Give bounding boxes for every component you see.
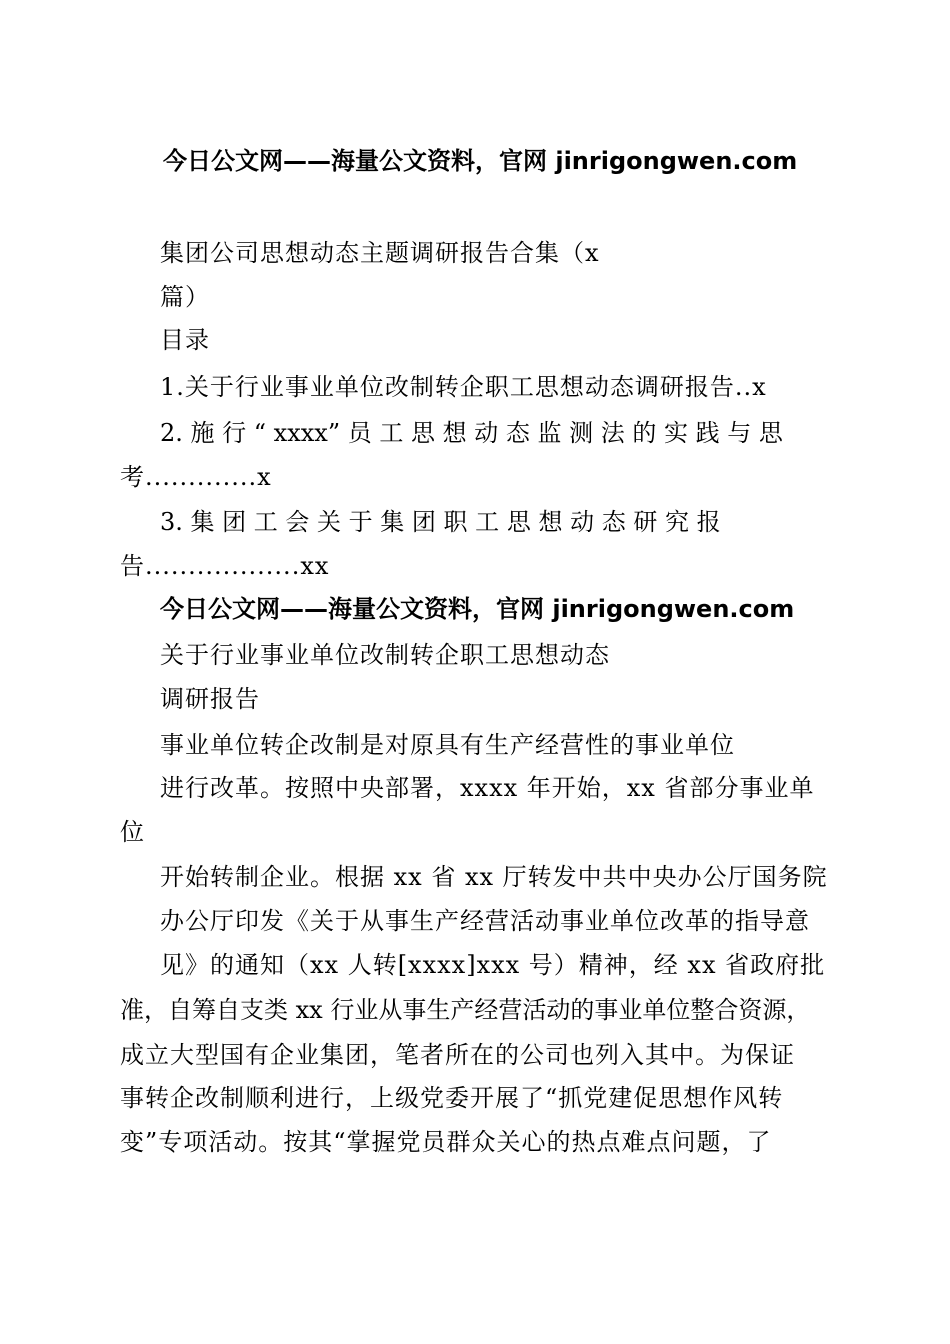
paragraph-line: 变”专项活动。按其“掌握党员群众关心的热点难点问题，了	[120, 1128, 772, 1156]
collection-title-line-1: 集团公司思想动态主题调研报告合集（x	[160, 239, 600, 267]
site-header: 今日公文网——海量公文资料，官网 jinrigongwen.com	[163, 147, 798, 175]
toc-item-3-line-1: 3. 集 团 工 会 关 于 集 团 职 工 思 想 动 态 研 究 报	[160, 508, 721, 536]
toc-item-1: 1.关于行业事业单位改制转企职工思想动态调研报告..x	[160, 373, 767, 401]
paragraph-line: 准，自筹自支类 xx 行业从事生产经营活动的事业单位整合资源，	[120, 996, 811, 1024]
paragraph-line: 成立大型国有企业集团，笔者所在的公司也列入其中。为保证	[120, 1041, 795, 1069]
article-title-line-1: 关于行业事业单位改制转企职工思想动态	[160, 641, 610, 669]
article-title-line-2: 调研报告	[160, 685, 260, 713]
toc-item-3-line-2: 告..................xx	[120, 552, 330, 580]
paragraph-line: 见》的通知（xx 人转[xxxx]xxx 号）精神，经 xx 省政府批	[160, 951, 826, 979]
paragraph-line: 事转企改制顺利进行，上级党委开展了“抓党建促思想作风转	[120, 1084, 784, 1112]
paragraph-line: 办公厅印发《关于从事生产经营活动事业单位改革的指导意	[160, 907, 810, 935]
toc-item-2-line-2: 考.............x	[120, 463, 272, 491]
toc-heading: 目录	[160, 326, 210, 354]
paragraph-line: 事业单位转企改制是对原具有生产经营性的事业单位	[160, 731, 735, 759]
paragraph-line: 进行改革。按照中央部署，xxxx 年开始，xx 省部分事业单	[160, 774, 815, 802]
toc-item-2-line-1: 2. 施 行 “ xxxx” 员 工 思 想 动 态 监 测 法 的 实 践 与 思	[160, 419, 783, 447]
mid-site-header: 今日公文网——海量公文资料，官网 jinrigongwen.com	[160, 595, 795, 623]
collection-title-line-2: 篇）	[160, 283, 210, 311]
paragraph-line: 位	[120, 818, 145, 846]
paragraph-line: 开始转制企业。根据 xx 省 xx 厅转发中共中央办公厅国务院	[160, 863, 828, 891]
